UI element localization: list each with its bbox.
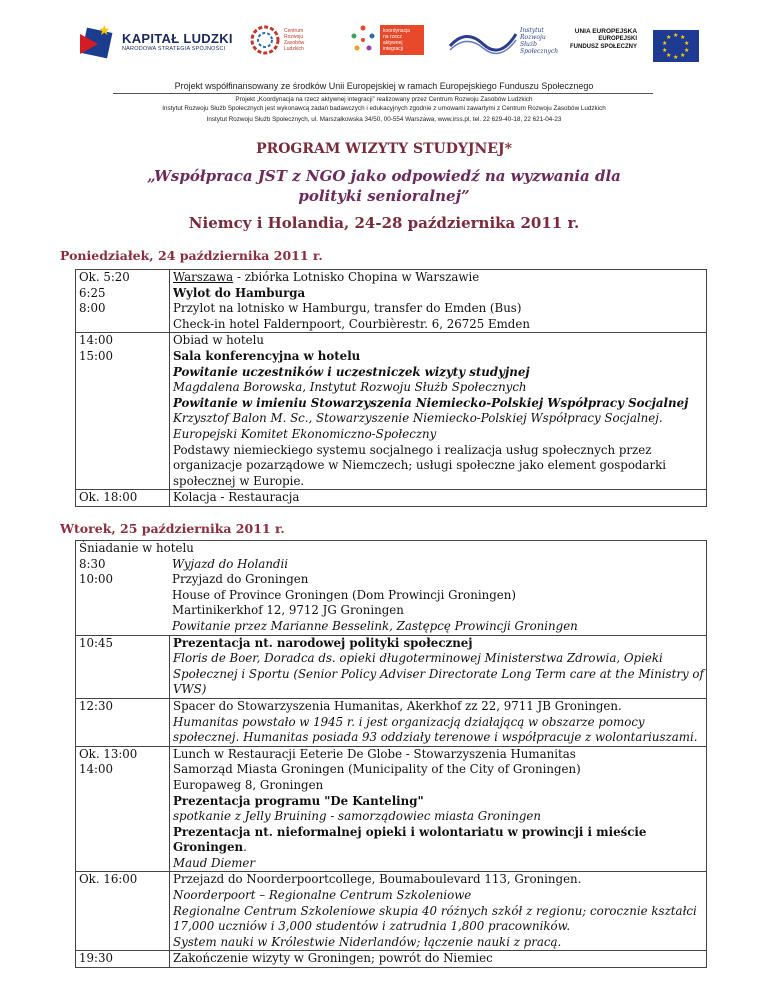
activity-line: Przyjazd do Groningen <box>172 572 309 587</box>
kl-subtitle: NARODOWA STRATEGIA SPÓJNOŚCI <box>122 45 226 52</box>
activity-text: - zbiórka Lotnisko Chopina w Warszawie <box>233 270 480 284</box>
address-line: Instytut Rozwoju Służb Społecznych, ul. Marszałkowska 34/50, 00-554 Warszawa, www.irss.pl, tel. 22 629-40-18, 22 621-04-23 <box>206 116 562 123</box>
time-value: 14:00 <box>79 333 113 348</box>
activity-line: Europejski Komitet Ekonomiczno-Społeczny <box>173 426 437 441</box>
irss-logo <box>448 26 558 56</box>
crzl-ring-icon <box>250 22 280 58</box>
activity-cell <box>170 746 707 872</box>
day2-schedule-table <box>75 540 707 968</box>
activity-line: Powitanie uczestników i uczestniczek wizyty studyjnej <box>173 364 530 379</box>
activity-line: Wyjazd do Holandii <box>172 556 289 571</box>
activity-cell <box>170 270 707 333</box>
breakfast-cell <box>76 541 707 636</box>
document-dates: Niemcy i Holandia, 24-28 października 2011 r. <box>188 214 580 232</box>
crzl-logo <box>250 22 304 58</box>
city-underlined: Warszawa <box>173 270 234 284</box>
time-value: 8:30 <box>79 556 106 571</box>
activity-line: Prezentacja programu "De Kanteling" <box>173 793 424 808</box>
activity-line: System nauki w Królestwie Niderlandów; łączenie nauki z pracą. <box>173 934 562 949</box>
table-row <box>76 635 707 698</box>
koordynacja-logo <box>350 24 424 56</box>
activity-line: Maud Diemer <box>173 855 256 870</box>
activity-line: House of Province Groningen (Dom Prowincji Groningen) <box>172 587 516 602</box>
crzl-line-2: Rozwoju <box>284 34 304 40</box>
header-divider <box>113 93 653 94</box>
time-value: 12:30 <box>79 698 113 713</box>
activity-line: Regionalne Centrum Szkoleniowe skupia 40 różnych szkół z regionu; corocznie kształci 17,000 uczniów i 3,000 studentów i zatrudnia 1,800 pracowników. <box>173 903 697 934</box>
koord-line-1: koordynacja <box>383 28 410 34</box>
activity-line: Martinikerkhof 12, 9712 JG Groningen <box>172 603 404 618</box>
project-lines <box>0 95 768 113</box>
day1-schedule-table <box>75 269 707 507</box>
activity-line: Podstawy niemieckiego systemu socjalnego i realizacja usług społecznych przez organizacje pozarządowe w Niemczech; usługi społeczne jako element gospodarki społecznej w Europie. <box>173 442 667 488</box>
activity-cell <box>170 635 707 698</box>
ue-sub-2: FUNDUSZ SPOŁECZNY <box>570 44 638 50</box>
activity-cell <box>170 698 707 746</box>
table-row <box>76 746 707 872</box>
cofinance-line: Projekt współfinansowany ze środków Unii Europejskiej w ramach Europejskiego Funduszu Społecznego <box>174 81 594 91</box>
activity-cell: Kolacja - Restauracja <box>170 490 707 507</box>
time-value: Ok. 16:00 <box>79 872 138 887</box>
document-subtitle: „Współpraca JST z NGO jako odpowiedź na wyzwania dla polityki senioralnej” <box>147 167 621 205</box>
activity-line: Powitanie przez Marianne Besselink, Zastępcę Prowincji Groningen <box>172 618 578 633</box>
table-row <box>76 951 707 968</box>
project-line-2: Instytut Rozwoju Służb Społecznych jest wykonawcą zadań badawczych i edukacyjnych zgodnie z umowami zawartymi z Centrum Rozwoju Zasobów Ludzkich <box>162 105 606 112</box>
kapital-ludzki-logo <box>80 24 233 58</box>
ue-sub-1: EUROPEJSKI <box>598 36 638 42</box>
activity-line: Floris de Boer, Doradca ds. opieki długoterminowej Ministerstwa Zdrowia, Opieki Społecznej i Sportu (Senior Policy Adviser Directorate Long Term care at the Ministry of VWS) <box>173 651 704 697</box>
document-title: PROGRAM WIZYTY STUDYJNEJ* <box>256 141 512 157</box>
activity-line <box>173 270 706 286</box>
crzl-line-1: Centrum <box>284 28 304 34</box>
ue-title: UNIA EUROPEJSKA <box>574 28 638 35</box>
activity-line: Noorderpoort – Regionalne Centrum Szkoleniowe <box>173 888 472 903</box>
table-row <box>76 541 707 636</box>
time-value: 8:00 <box>79 301 106 316</box>
activity-line: Spacer do Stowarzyszenia Humanitas, Akerkhof zz 22, 9711 JB Groningen. <box>173 698 622 713</box>
activity-line: Sala konferencyjna w hotelu <box>173 348 361 363</box>
project-line-1: Projekt „Koordynacja na rzecz aktywnej integracji” realizowany przez Centrum Rozwoju Zasobów Ludzkich <box>235 96 533 103</box>
time-value: 15:00 <box>79 348 113 363</box>
activity-cell: Zakończenie wizyty w Groningen; powrót do Niemiec <box>170 951 707 968</box>
activity-line <box>173 825 706 856</box>
activity-line: Check-in hotel Faldernpoort, Courbièrestr. 6, 26725 Emden <box>173 316 530 331</box>
time-cell <box>76 635 170 698</box>
time-value: Ok. 13:00 <box>79 746 138 761</box>
koord-line-2: na rzecz <box>383 34 402 40</box>
time-cell: 19:30 <box>76 951 170 968</box>
time-value: 10:45 <box>79 635 113 650</box>
table-row <box>76 490 707 507</box>
table-row <box>76 698 707 746</box>
time-value: Ok. 5:20 <box>79 270 130 284</box>
activity-cell <box>170 333 707 490</box>
activity-cell <box>170 872 707 951</box>
day1-heading: Poniedziałek, 24 października 2011 r. <box>60 248 323 263</box>
irss-wave-icon <box>448 26 518 56</box>
activity-line: Przylot na lotnisko w Hamburgu, transfer do Emden (Bus) <box>173 301 522 316</box>
activity-line: Wylot do Hamburga <box>173 285 306 300</box>
table-row <box>76 270 707 333</box>
activity-line: Obiad w hotelu <box>173 333 264 348</box>
time-cell <box>76 333 170 490</box>
activity-line: Krzysztof Balon M. Sc., Stowarzyszenie Niemiecko-Polskiej Współpracy Socjalnej. <box>173 411 663 426</box>
irss-line-4: Społecznych <box>520 48 559 55</box>
activity-line: Przejazd do Noorderpoortcollege, Boumaboulevard 113, Groningen. <box>173 872 582 887</box>
time-cell <box>76 746 170 872</box>
activity-line: Prezentacja nt. narodowej polityki społecznej <box>173 635 473 650</box>
crzl-line-4: Ludzkich <box>284 46 304 52</box>
irss-line-1: Instytut <box>520 27 544 34</box>
breakfast-text: Śniadanie w hotelu <box>79 541 194 555</box>
activity-line: spotkanie z Jelly Bruining - samorządowiec miasta Groningen <box>173 809 542 824</box>
time-cell <box>76 270 170 333</box>
crzl-line-3: Zasobów <box>284 40 305 46</box>
day2-heading: Wtorek, 25 października 2011 r. <box>60 521 285 536</box>
irss-line-2: Rozwoju <box>520 34 546 41</box>
logo-strip <box>0 18 768 78</box>
table-row <box>76 333 707 490</box>
activity-line: Samorząd Miasta Groningen (Municipality of the City of Groningen) <box>173 762 581 777</box>
time-cell: Ok. 18:00 <box>76 490 170 507</box>
activity-text: . <box>243 840 247 855</box>
kl-title: KAPITAŁ LUDZKI <box>122 30 233 46</box>
table-row <box>76 872 707 951</box>
time-value: 6:25 <box>79 285 106 300</box>
activity-line: Powitanie w imieniu Stowarzyszenia Niemiecko-Polskiej Współpracy Socjalnej <box>173 395 689 410</box>
activity-line: Europaweg 8, Groningen <box>173 777 324 792</box>
time-cell <box>76 698 170 746</box>
activity-line: Lunch w Restauracji Eeterie De Globe - Stowarzyszenia Humanitas <box>173 746 576 761</box>
time-value: 10:00 <box>79 572 113 587</box>
time-cell <box>76 872 170 951</box>
activity-line: Magdalena Borowska, Instytut Rozwoju Służb Społecznych <box>173 380 527 395</box>
time-value: 14:00 <box>79 762 113 777</box>
dots-network-icon <box>350 24 376 56</box>
activity-bold-text: Prezentacja nt. nieformalnej opieki i wolontariatu w prowincji i mieście Groningen <box>173 824 647 855</box>
ue-logo-text <box>570 28 637 51</box>
koord-line-4: integracji <box>383 46 404 52</box>
eu-flag-icon: ★ ★ ★ ★ ★ ★ ★ ★ ★ ★ <box>653 30 699 62</box>
activity-line: Humanitas powstało w 1945 r. i jest organizacją działającą w obszarze pomocy społecznej. Humanitas posiada 93 oddziały terenowe i współpracuje z wolontariuszami. <box>173 714 698 745</box>
koord-line-3: aktywnej <box>383 40 403 46</box>
kapital-ludzki-mark-icon: ★ <box>80 24 114 58</box>
irss-line-3: Służb <box>520 41 537 48</box>
